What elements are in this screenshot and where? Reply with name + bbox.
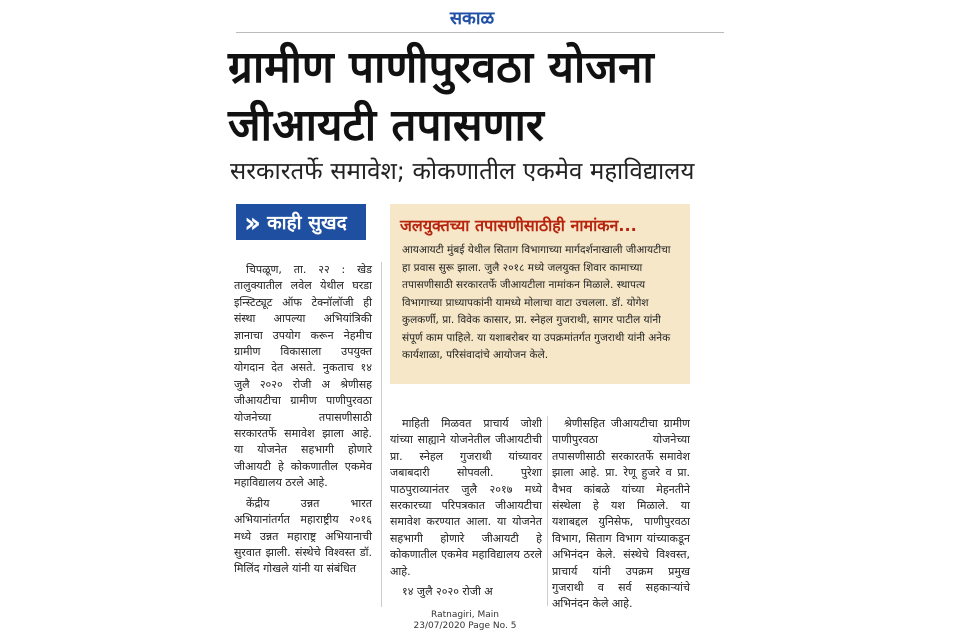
paragraph: माहिती मिळवत प्राचार्य जोशी यांच्या साह्याने योजनेतील जीआयटीची प्रा. स्नेहल गुजराथी यांच्यावर जबाबदारी सोपवली. पुरेशा पाठपुराव्यानंतर जुलै २०१७ मध्ये सरकारच्या परिपत्रकात जीआयटीचा समावेश करण्यात आला. या योजनेत सहभागी होणारे जीआयटी हे कोकणातील एकमेव महाविद्यालय ठरले आहे.: [390, 417, 542, 578]
section-tag: [236, 204, 366, 240]
paragraph: १४ जुलै २०२० रोजी अ: [402, 585, 493, 599]
masthead-logo: सकाळ: [449, 8, 495, 29]
sidebar-box-title: जलयुक्तच्या तपासणीसाठीही नामांकन...: [400, 216, 637, 235]
paragraph: केंद्रीय उन्नत भारत अभियानांतर्गत महाराष्ट्रीय २०१६ मध्ये उन्नत महाराष्ट्र अभियानाची सुरवात झाली. संस्थेचे विश्वस्त डॉ. मिलिंद गोखले यांनी या संबंधित: [234, 496, 372, 576]
column-divider: [547, 416, 548, 606]
sidebar-box: [390, 204, 690, 384]
section-tag-label: काही सुखद: [267, 212, 347, 234]
subheadline: सरकारतर्फे समावेश; कोकणातील एकमेव महाविद्यालय: [230, 157, 695, 185]
paragraph: श्रेणीसहित जीआयटीचा ग्रामीण पाणीपुरवठा योजनेच्या तपासणीसाठी सरकारतर्फे समावेश झाला आहे. प्रा. रेणू हुजरे व प्रा. वैभव कांबळे यांच्या मेहनतीने संस्थेला हे यश मिळाले. या यशाबद्दल युनिसेफ, पाणीपुरवठा विभाग, सिताग विभाग यांच्याकडून अभिनंदन केले. संस्थेचे विश्वस्त, प्राचार्य यांनी उपक्रम प्रमुख गुजराथी व सर्व सहकाऱ्यांचे अभिनंदन केले आहे.: [552, 417, 690, 611]
headline-line-2: जीआयटी तपासणार: [228, 100, 544, 151]
masthead-divider: [236, 32, 724, 33]
article-column-right: [552, 416, 690, 617]
article-column-left: [234, 262, 372, 582]
sidebar-box-text: आयआयटी मुंबई येथील सिताग विभागाच्या मार्गदर्शनाखाली जीआयटीचा हा प्रवास सुरू झाला. जुलै २०१८ मध्ये जलयुक्त शिवार कामाच्या तपासणीसाठी सरकारतर्फे जीआयटीला नामांकन मिळाले. स्थापत्य विभागाच्या प्राध्यापकांनी यामध्ये मोलाचा वाटा उचलला. डॉ. योगेश कुलकर्णी, प्रा. विवेक कासार, प्रा. स्नेहल गुजराथी, सागर पाटील यांनी संपूर्ण काम पाहिले. या यशाबरोबर या उपक्रमांतर्गत गुजराथी यांनी अनेक कार्यशाळा, परिसंवादांचे आयोजन केले.: [402, 244, 671, 361]
page-footer: [395, 610, 535, 632]
double-chevron-icon: ››: [244, 205, 256, 239]
footer-dateline: 23/07/2020 Page No. 5: [413, 621, 517, 631]
paragraph: चिपळूण, ता. २२ : खेड तालुक्यातील लवेल येथील घरडा इन्स्टिट्यूट ऑफ टेक्नॉलॉजी ही संस्था आपल्या अभियांत्रिकी ज्ञानाचा उपयोग करून नेहमीच ग्रामीण विकासाला उपयुक्त योगदान देत असते. नुकताच १४ जुलै २०२० रोजी अ श्रेणीसह जीआयटीचा ग्रामीण पाणीपुरवठा योजनेच्या तपासणीसाठी सरकारतर्फे समावेश झाला आहे. या योजनेत सहभागी होणारे जीआयटी हे कोकणातील एकमेव महाविद्यालय ठरले आहे.: [234, 263, 372, 490]
column-divider: [381, 262, 382, 607]
headline-line-1: ग्रामीण पाणीपुरवठा योजना: [228, 42, 654, 93]
footer-edition: Ratnagiri, Main: [431, 610, 499, 620]
article-column-middle: [390, 416, 542, 604]
